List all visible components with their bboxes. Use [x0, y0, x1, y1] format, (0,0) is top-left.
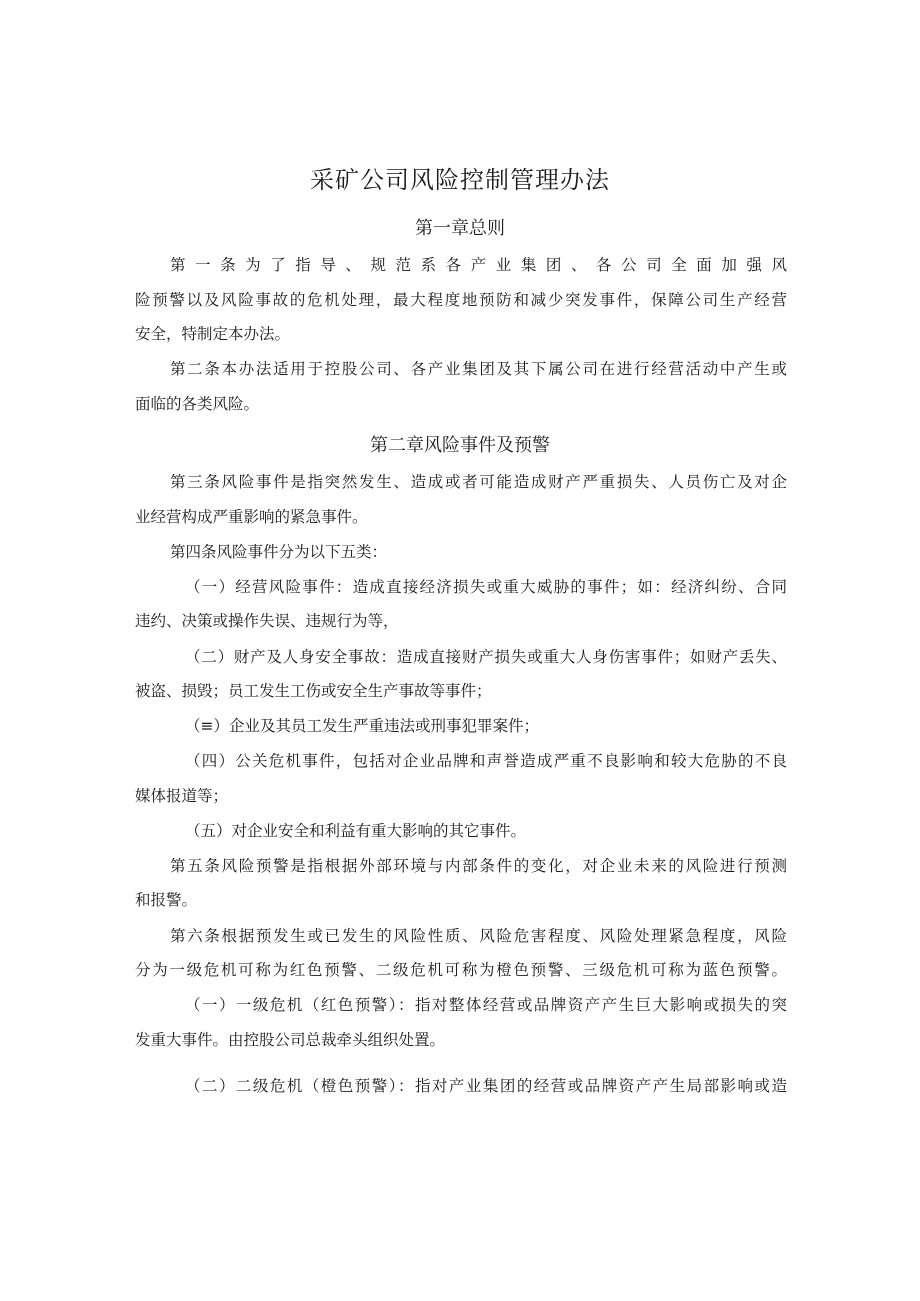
paragraph-line: 安全，特制定本办法。	[135, 325, 291, 343]
paragraph-line: 第四条风险事件分为以下五类：	[170, 543, 388, 561]
paragraph-line: 媒体报道等；	[135, 787, 229, 805]
paragraph-line: 分为一级危机可称为红色预警、二级危机可称为橙色预警、三级危机可称为蓝色预警。	[135, 961, 787, 979]
document-title: 采矿公司风险控制管理办法	[310, 166, 610, 194]
paragraph-line: 面临的各类风险。	[135, 395, 260, 413]
chapter-heading-1: 第一章总则	[415, 218, 505, 239]
paragraph-line: 和报警。	[135, 891, 198, 909]
paragraph-line: （一）经营风险事件：造成直接经济损失或重大威胁的事件；如：经济纠纷、合同	[185, 578, 787, 596]
paragraph-line: 业经营构成严重影响的紧急事件。	[135, 508, 368, 526]
paragraph-line: （二）财产及人身安全事故：造成直接财产损失或重大人身伤害事件；如财产丢失、	[185, 648, 787, 666]
paragraph-line: 第六条根据预发生或已发生的风险性质、风险危害程度、风险处理紧急程度，风险	[170, 927, 787, 945]
paragraph-line: 第三条风险事件是指突然发生、造成或者可能造成财产严重损失、人员伤亡及对企	[170, 473, 787, 491]
paragraph-line: （二）二级危机（橙色预警）：指对产业集团的经营或品牌资产产生局部影响或造	[185, 1077, 787, 1095]
paragraph-line: 第五条风险预警是指根据外部环境与内部条件的变化，对企业未来的风险进行预测	[170, 857, 787, 875]
chapter-heading-2: 第二章风险事件及预警	[370, 435, 550, 456]
paragraph-line: （四）公关危机事件，包括对企业品牌和声誉造成严重不良影响和较大危胁的不良	[185, 752, 787, 770]
paragraph-line: 第二条本办法适用于控股公司、各产业集团及其下属公司在进行经营活动中产生或	[170, 360, 787, 378]
paragraph-line: 发重大事件。由控股公司总裁牵头组织处置。	[135, 1031, 446, 1049]
paragraph-line: （一）一级危机（红色预警）：指对整体经营或品牌资产产生巨大影响或损失的突	[185, 996, 787, 1014]
paragraph-line: 违约、决策或操作失误、违规行为等，	[135, 612, 399, 630]
paragraph-line: 被盗、损毁；员工发生工伤或安全生产事故等事件；	[135, 682, 492, 700]
paragraph-line: （≡）企业及其员工发生严重违法或刑事犯罪案件；	[185, 717, 539, 735]
paragraph-line: （五）对企业安全和利益有重大影响的其它事件。	[185, 822, 527, 840]
paragraph-line: 第一条为了指导、规范系各产业集团、各公司全面加强风	[170, 256, 787, 274]
paragraph-line: 险预警以及风险事故的危机处理，最大程度地预防和减少突发事件，保障公司生产经营	[135, 291, 787, 309]
